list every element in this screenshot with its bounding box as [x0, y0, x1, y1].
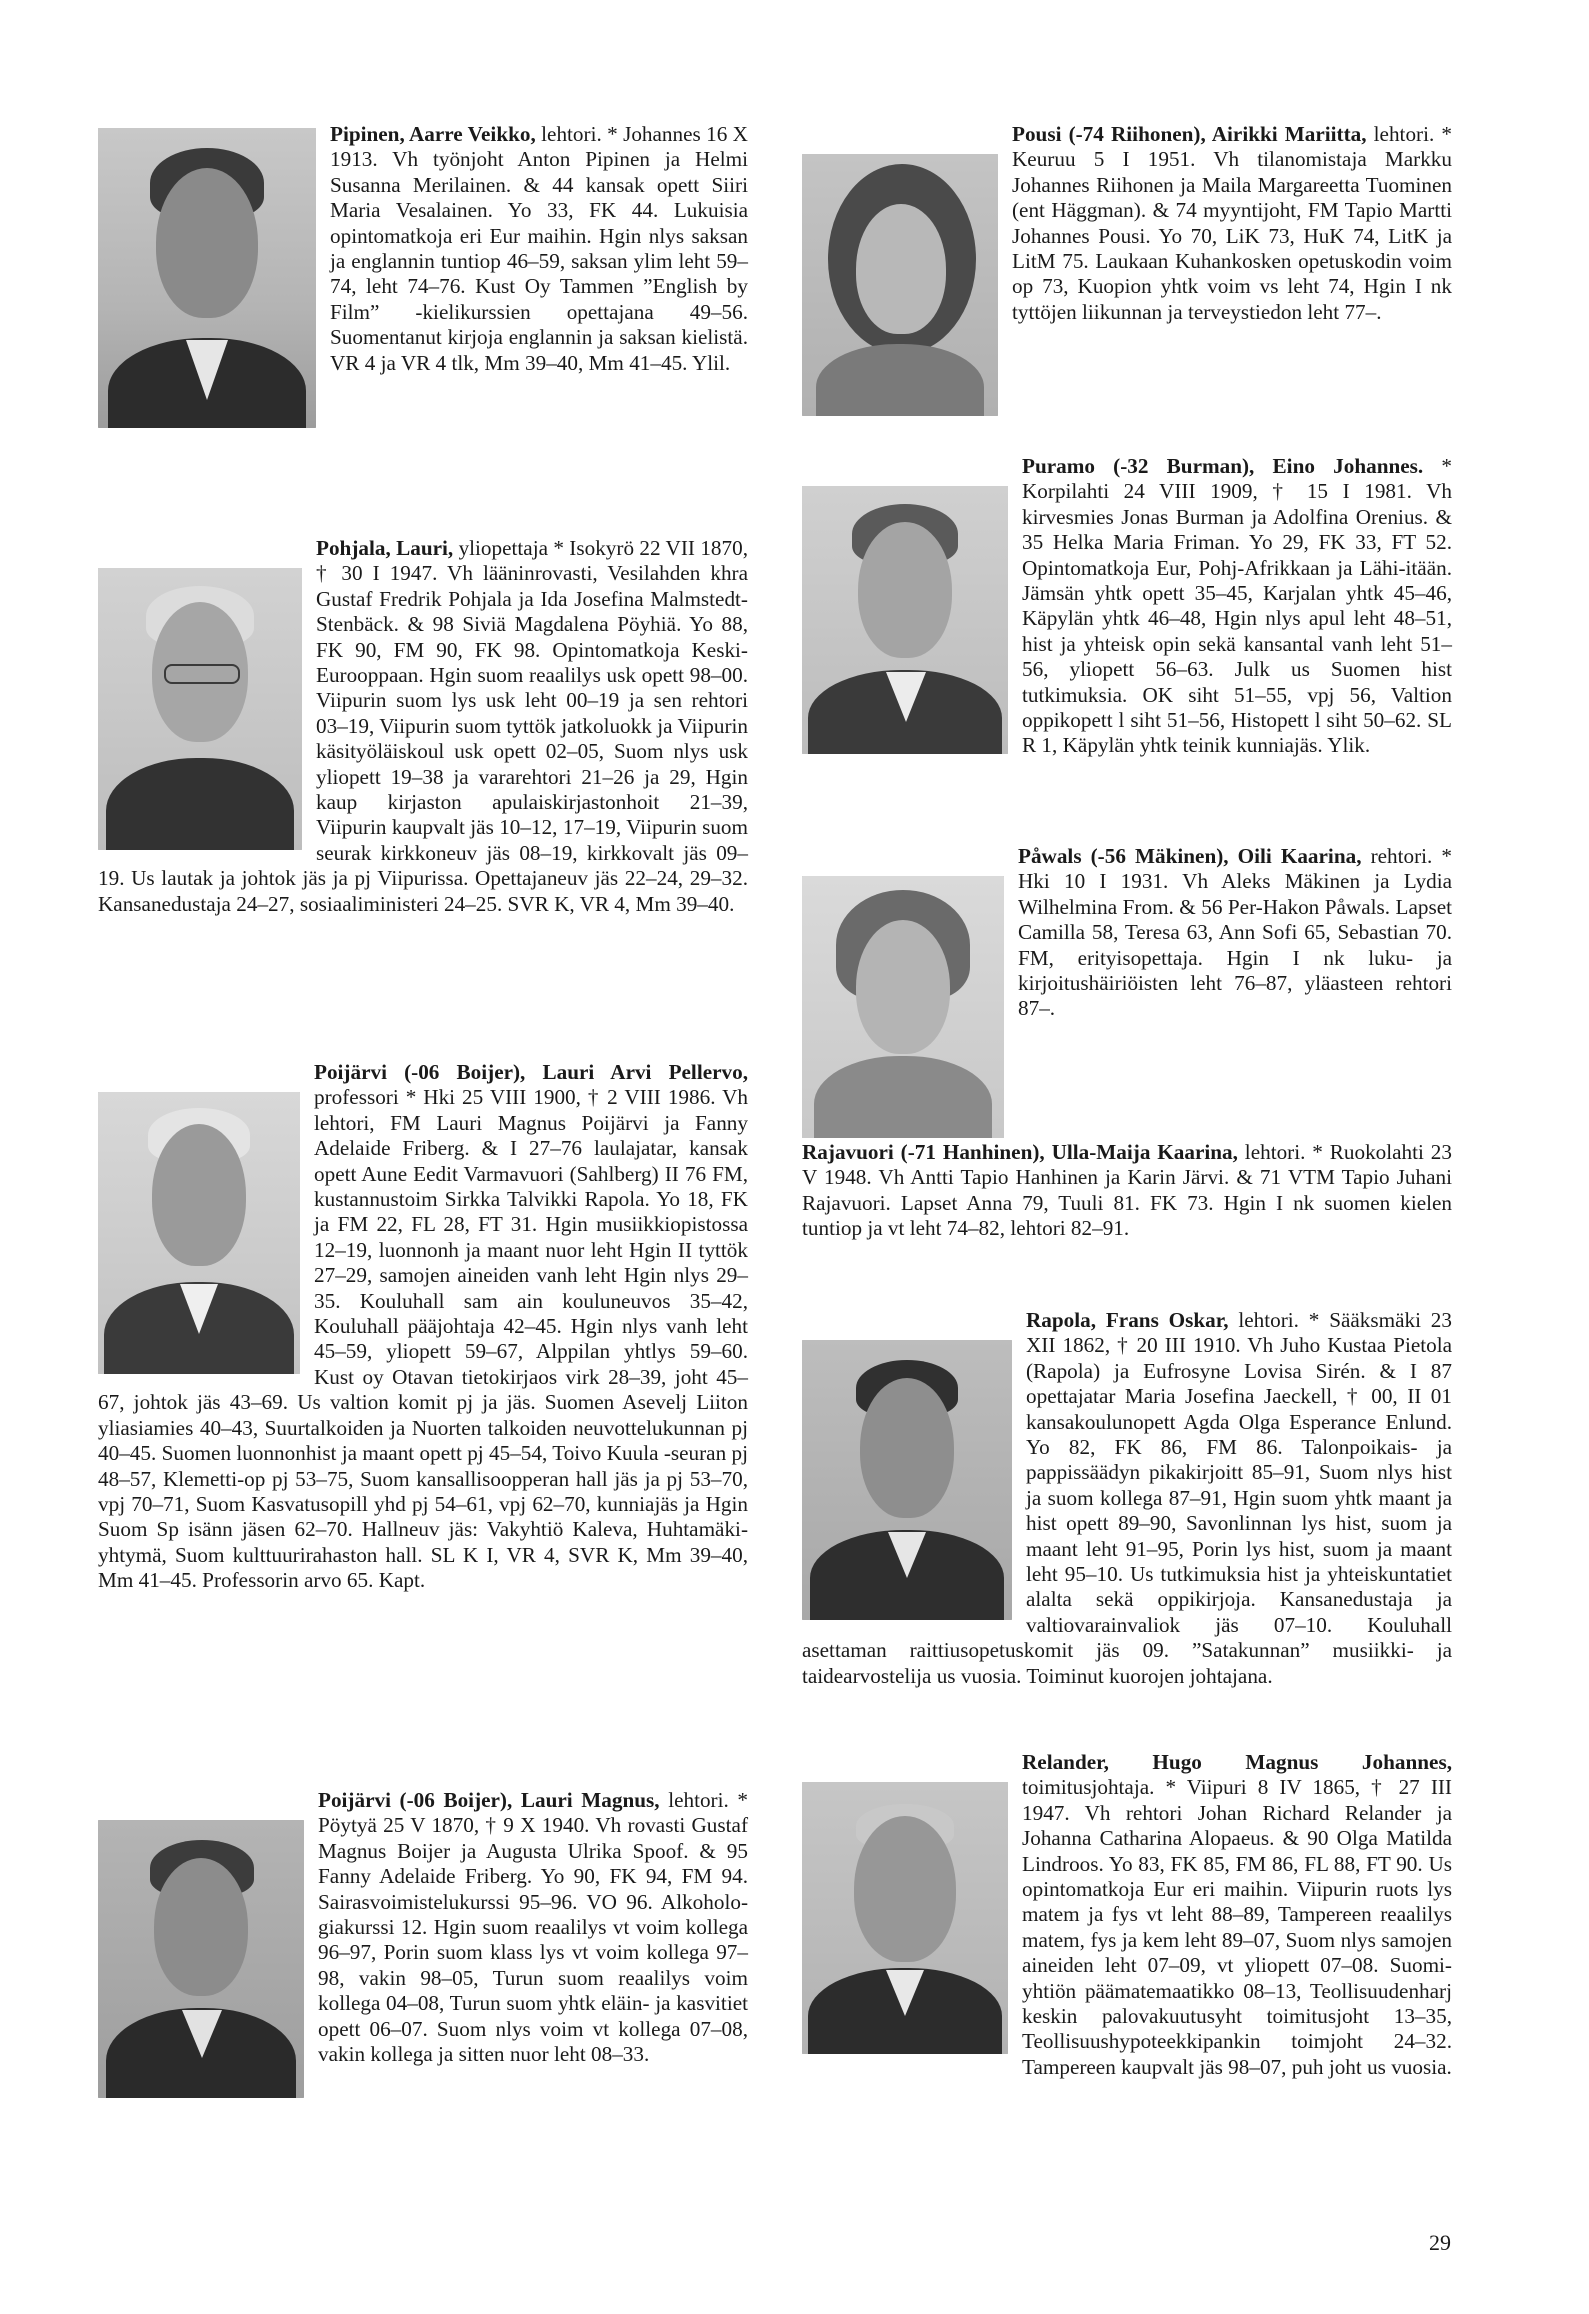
- entry-name: Rajavuori (-71 Hanhinen), Ulla-Maija Kaarina,: [802, 1140, 1238, 1164]
- entry-rajavuori: [802, 1140, 1452, 1242]
- entry-text: professori * Hki 25 VIII 1900, † 2 VIII 1986. Vh lehtori, FM Lauri Magnus Poijärvi ja Fanny Adelaide Friberg. & I 27–76 laulajatar, kansak opett Aune Eedit Varmavuori (Sahlberg) II 76 FM, kustannustoim Sirkka Talvikki Rapola. Yo 18, FK ja FM 22, FL 28, FT 31. Hgin musiikkiopistossa 12–19, luonnonh ja maant nuor leht Hgin II tyttök 27–29, samojen aineiden vanh leht Hgin nlys 29–35. Kouluhall sam ain kouluneuvos 35–42, Kouluhall pääjohtaja 42–45. Hgin nlys vanh leht 45–59, yliopett 59–67, Alppilan yhtlys 59–60. Kust oy Otavan tietokirjaos virk 28–39, joht 45–67, johtok jäs 43–69. Us valtion komit pj ja jäs. Suomen Asevelj Liiton yliasiamies 40–43, Suurtalkoiden ja Nuorten talkoiden neuvottelukunnan pj 40–45. Suomen luonnonhist ja maant opett pj 45–54, Toivo Kuula -seuran pj 48–57, Klemetti-op pj 53–75, Suom kansallisoopperan hall jäs ja pj 53–70, vpj 70–71, Suom Kasvatusopill yhd pj 54–61, vpj 62–70, kunniajäs ja Hgin Suom Sp isänn jäsen 62–70. Hallneuv jäs: Vakyhtiö Kaleva, Huhtamäki-yhtymä, Suom kulttuurirahaston hall. SL K I, VR 4, SVR K, Mm 39–40, Mm 41–45. Professorin arvo 65. Kapt.: [98, 1085, 748, 1593]
- entry-puramo: [802, 454, 1452, 759]
- entry-poijarvi-lauri-arvi: [98, 1060, 748, 1594]
- portrait-poijarvi-lauri-arvi: [98, 1092, 300, 1374]
- entry-text: lehtori. * Johannes 16 X 1913. Vh työnjoht Anton Pipinen ja Helmi Susanna Merilainen. & 44 kansak opett Siiri Maria Vesalainen. Yo 33, FK 44. Lukuisia opintomatkoja eri Eur maihin. Hgin nlys saksan ja englannin tuntiop 46–59, saksan ylim leht 59–74, leht 74–76. Kust Oy Tammen ”English by Film” -kielikurssien opettajana 49–56. Suomentanut kirjoja englannin ja saksan kielistä. VR 4 ja VR 4 tlk, Mm 39–40, Mm 41–45. Ylil.: [330, 122, 748, 375]
- portrait-pipinen: [98, 128, 316, 428]
- portrait-poijarvi-lauri-magnus: [98, 1820, 304, 2098]
- entry-name: Puramo (-32 Burman), Eino Johannes.: [1022, 454, 1424, 478]
- entry-pawals: [802, 844, 1452, 1142]
- entry-poijarvi-lauri-magnus: [98, 1788, 748, 2102]
- entry-name: Poijärvi (-06 Boijer), Lauri Magnus,: [318, 1788, 660, 1812]
- portrait-pawals: [802, 876, 1004, 1138]
- entry-pipinen: [98, 122, 748, 432]
- entry-name: Poijärvi (-06 Boijer), Lauri Arvi Pellervo,: [314, 1060, 748, 1084]
- entry-pousi: [802, 122, 1452, 420]
- entry-name: Relander, Hugo Magnus Johannes,: [1022, 1750, 1452, 1774]
- entry-text: toimitusjohtaja. * Viipuri 8 IV 1865, † 27 III 1947. Vh rehtori Johan Richard Relander ja Johanna Catharina Alopaeus. & 90 Olga Matilda Lindroos. Yo 83, FK 85, FM 86, FL 88, FT 90. Us opintomatkoja Eur eri maihin. Viipurin ruots lys matem ja fys vt leht 88–89, Tampereen reaalilys matem, fys ja kem leht 89–07, Suom nlys samojen aineiden leht 07–09, vt yliopett 07–08. Suomi-yhtiön päämatemaatikko 08–13, Teollisuudenharj keskin palovakuutusyht toimitusjoht 13–35, Teollisuushypoteekkipankin toimjoht 24–32. Tampereen kaupvalt jäs 98–07, puh joht us vuosia.: [1022, 1775, 1452, 2079]
- entry-text: * Korpilahti 24 VIII 1909, † 15 I 1981. Vh kirvesmies Jonas Burman ja Adolfina Orenius. & 35 Helka Maria Friman. Yo 29, FK 33, FT 52. Opintomatkoja Eur, Pohj-Afrikkaan ja Lähi-itään. Jämsän yhtk opett 35–45, Karjalan yhtk 45–46, Käpylän yhtk 46–48, Hgin nlys apul leht 48–51, hist ja yhteisk opin sekä kansantal vanh leht 51–56, yliopett 56–63. Julk us Suomen hist tutkimuksia. OK siht 51–55, vpj 56, Valtion oppikopett l siht 51–56, Histopett l siht 50–62. SL R 1, Käpylän yhtk teinik kunniajäs. Ylik.: [1022, 454, 1453, 758]
- entry-text: yliopettaja * Isokyrö 22 VII 1870, † 30 I 1947. Vh lääninrovasti, Vesilahden khra Gustaf Fredrik Pohjala ja Ida Josefina Malmstedt-Stenbäck. & 98 Siviä Magdalena Pöyhiä. Yo 88, FK 90, FM 90, FK 98. Opintomatkoja Keski-Eurooppaan. Hgin suom reaalilys usk opett 98–00. Viipurin suom lys usk leht 00–19 ja sen rehtori 03–19, Viipurin suom tyttök jatkoluokk ja Viipurin käsityöläiskoul usk opett 02–05, Suom nlys usk yliopett 19–38 ja vararehtori 21–26 ja 29, Hgin kaup kirjaston apulaiskirjastonhoit 21–39, Viipurin kaupvalt jäs 10–12, 17–19, Viipurin suom seurak kirkkoneuv jäs 08–19, kirkkovalt jäs 09–19. Us lautak ja johtok jäs ja pj Viipurissa. Opettajaneuv jäs 22–24, 29–32. Kansanedustaja 24–27, sosiaaliministeri 24–25. SVR K, VR 4, Mm 39–40.: [98, 536, 748, 916]
- entry-relander: [802, 1750, 1452, 2080]
- portrait-rapola: [802, 1340, 1012, 1620]
- page-number: 29: [1429, 2230, 1451, 2255]
- entry-text: lehtori. * Pöytyä 25 V 1870, † 9 X 1940. Vh rovasti Gustaf Magnus Boijer ja Augusta Ulrika Spoof. & 95 Fanny Adelaide Friberg. Yo 90, FK 94, FM 94. Sairasvoimistelukurssi 95–96. VO 96. Alkohologiakurssi 12. Hgin suom reaalilys vt voim kollega 96–97, Porin suom klass lys vt voim kollega 97–98, vakin 98–05, Turun suom reaalilys voim kollega 04–08, Turun suom yhtk eläin- ja kasvitiet opett 06–07. Suom nlys voim vt kollega 07–08, vakin kollega ja sitten nuor leht 08–33.: [318, 1788, 748, 2067]
- entry-name: Rapola, Frans Oskar,: [1026, 1308, 1229, 1332]
- entry-name: Pohjala, Lauri,: [316, 536, 454, 560]
- entry-text: lehtori. * Sääksmäki 23 XII 1862, † 20 III 1910. Vh Juho Kustaa Pietola (Rapola) ja Eufrosyne Lovisa Sirén. & I 87 opettajatar Maria Josefina Jaeckell, † 00, II 01 kansakoulunopett Agda Olga Esperance Enlund. Yo 82, FK 86, FM 86. Talonpoikais- ja pappissäädyn pikakirjoitt 85–91, Suom nlys hist ja suom kollega 87–91, Hgin suom yhtk maant ja hist opett 89–90, Savonlinnan lys hist, suom ja maant leht 91–95, Porin lys hist, suom ja maant leht 95–10. Us tutkimuksia hist ja yhteiskuntatiet alalta sekä oppikirjoja. Kansanedustaja ja valtiovarainvaliok jäs 07–10. Kouluhall asettaman raittiusopetuskomit jäs 09. ”Satakunnan” musiikki- ja taidearvostelija us vuosia. Toiminut kuorojen johtajana.: [802, 1308, 1452, 1688]
- portrait-relander: [802, 1782, 1008, 2054]
- entry-name: Påwals (-56 Mäkinen), Oili Kaarina,: [1018, 844, 1362, 868]
- entry-text: lehtori. * Keuruu 5 I 1951. Vh tilanomistaja Markku Johannes Riihonen ja Maila Margareetta Tuominen (ent Häggman). & 74 myyntijoht, FM Tapio Martti Johannes Pousi. Yo 70, LiK 73, HuK 74, LitK ja LitM 75. Laukaan Kuhankosken opetuskodin voim op 73, Kuopion yhtk voim vs leht 74, Hgin I nk tyttöjen liikunnan ja terveystiedon leht 77–.: [1012, 122, 1452, 324]
- entry-name: Pipinen, Aarre Veikko,: [330, 122, 536, 146]
- portrait-pousi: [802, 154, 998, 416]
- portrait-pohjala: [98, 568, 302, 850]
- entry-name: Pousi (-74 Riihonen), Airikki Mariitta,: [1012, 122, 1367, 146]
- entry-text: rehtori. * Hki 10 I 1931. Vh Aleks Mäkinen ja Lydia Wilhelmina From. & 56 Per-Hakon Påwals. Lapset Camilla 58, Teresa 63, Ann Sofi 65, Sebastian 70. FM, erityisopettaja. Hgin I nk luku- ja kirjoitushäiriöisten leht 76–87, yläasteen rehtori 87–.: [1018, 844, 1453, 1021]
- portrait-puramo: [802, 486, 1008, 754]
- entry-pohjala: [98, 536, 748, 917]
- entry-text: lehtori. * Ruokolahti 23 V 1948. Vh Antti Tapio Hanhinen ja Karin Järvi. & 71 VTM Tapio Juhani Rajavuori. Lapset Anna 79, Tuuli 81. FK 73. Hgin I nk suomen kielen tuntiop ja vt leht 74–82, lehtori 82–91.: [802, 1140, 1452, 1241]
- entry-rapola: [802, 1308, 1452, 1689]
